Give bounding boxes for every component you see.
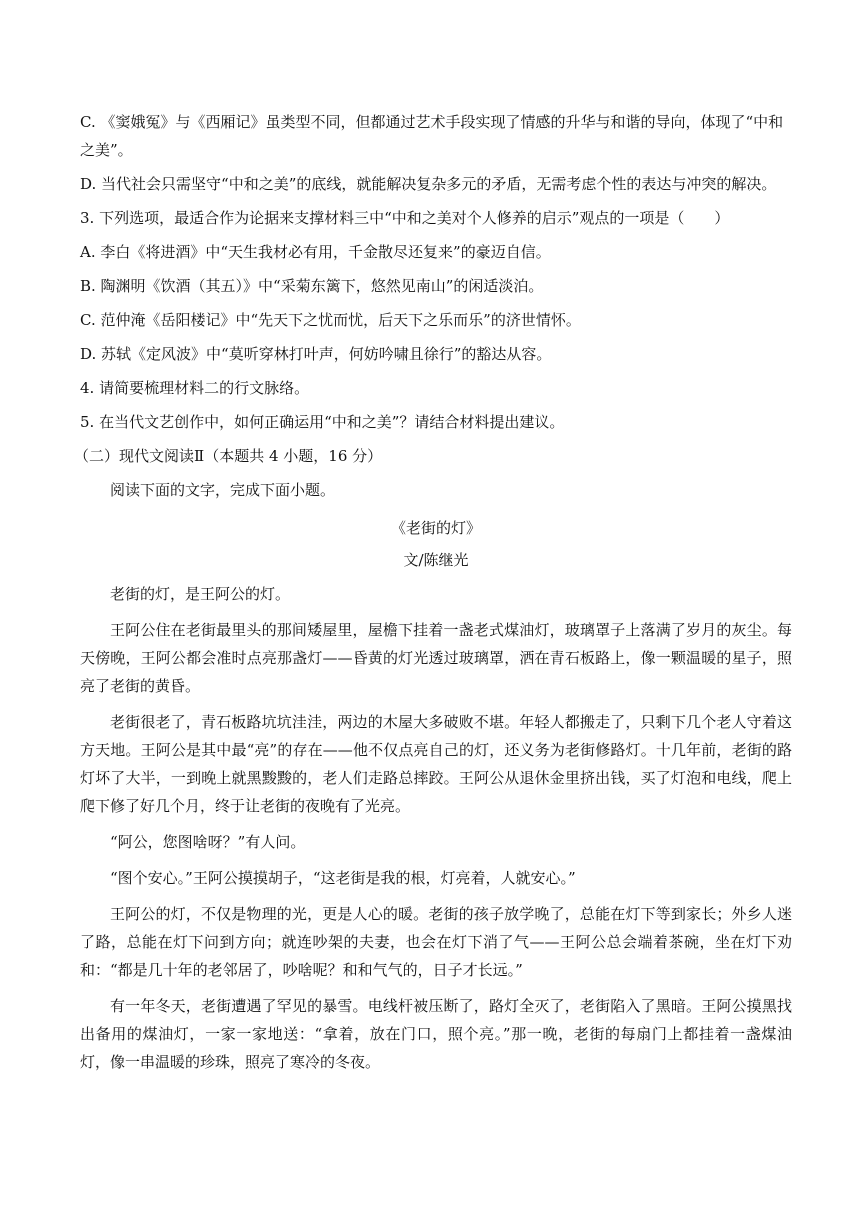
article-paragraph-3: 老街很老了，青石板路坑坑洼洼，两边的木屋大多破败不堪。年轻人都搬走了，只剩下几个老人守着这方天地。王阿公是其中最“亮”的存在——他不仅点亮自己的灯，还义务为老街修路灯。十几年前，老街的路灯坏了大半，一到晚上就黑黢黢的，老人们走路总摔跤。王阿公从退休金里挤出钱，买了灯泡和电线，爬上爬下修了好几个月，终于让老街的夜晚有了光亮。 bbox=[80, 713, 792, 815]
question-5: 5. 在当代文艺创作中，如何正确运用“中和之美”？请结合材料提出建议。 bbox=[80, 413, 565, 431]
article-paragraph-7: 有一年冬天，老街遭遇了罕见的暴雪。电线杆被压断了，路灯全灭了，老街陷入了黑暗。王阿公摸黑找出备用的煤油灯，一家一家地送：“拿着，放在门口，照个亮。”那一晚，老街的每扇门上都挂着一盏煤油灯，像一串温暖的珍珠，照亮了寒冷的冬夜。 bbox=[80, 997, 792, 1071]
article-paragraph-5: “图个安心。”王阿公摸摸胡子，“这老街是我的根，灯亮着，人就安心。” bbox=[110, 869, 576, 887]
question-3-option-b: B. 陶渊明《饮酒（其五）》中“采菊东篱下，悠然见南山”的闲适淡泊。 bbox=[80, 277, 544, 295]
question-3-option-a: A. 李白《将进酒》中“天生我材必有用，千金散尽还复来”的豪迈自信。 bbox=[80, 243, 551, 261]
article-paragraph-2: 王阿公住在老街最里头的那间矮屋里，屋檐下挂着一盏老式煤油灯，玻璃罩子上落满了岁月的灰尘。每天傍晚，王阿公都会准时点亮那盏灯——昏黄的灯光透过玻璃罩，洒在青石板路上，像一颗温暖的星子，照亮了老街的黄昏。 bbox=[80, 621, 792, 695]
option-c-q2: C. 《窦娥冤》与《西厢记》虽类型不同，但都通过艺术手段实现了情感的升华与和谐的导向，体现了“中和之美”。 bbox=[80, 113, 784, 159]
section-heading: （二）现代文阅读Ⅱ（本题共 4 小题，16 分） bbox=[74, 447, 383, 465]
article-paragraph-1: 老街的灯，是王阿公的灯。 bbox=[110, 585, 291, 603]
question-3-stem: 3. 下列选项，最适合作为论据来支撑材料三中“中和之美对个人修养的启示”观点的一项是（ ） bbox=[80, 209, 730, 227]
question-3-option-c: C. 范仲淹《岳阳楼记》中“先天下之忧而忧，后天下之乐而乐”的济世情怀。 bbox=[80, 311, 581, 329]
option-d-q2: D. 当代社会只需坚守“中和之美”的底线，就能解决复杂多元的矛盾，无需考虑个性的表达与冲突的解决。 bbox=[80, 175, 777, 193]
article-title: 《老街的灯》 bbox=[390, 519, 481, 537]
reading-instruction: 阅读下面的文字，完成下面小题。 bbox=[110, 481, 336, 499]
article-author: 文/陈继光 bbox=[403, 551, 469, 569]
article-paragraph-6: 王阿公的灯，不仅是物理的光，更是人心的暖。老街的孩子放学晚了，总能在灯下等到家长；外乡人迷了路，总能在灯下问到方向；就连吵架的夫妻，也会在灯下消了气——王阿公总会端着茶碗，坐在灯下劝和：“都是几十年的老邻居了，吵啥呢？和和气气的，日子才长远。” bbox=[80, 905, 792, 979]
question-4: 4. 请简要梳理材料二的行文脉络。 bbox=[80, 379, 310, 397]
article-paragraph-4: “阿公，您图啥呀？”有人问。 bbox=[110, 833, 306, 851]
document-page bbox=[74, 108, 792, 1084]
question-3-option-d: D. 苏轼《定风波》中“莫听穿林打叶声，何妨吟啸且徐行”的豁达从容。 bbox=[80, 345, 552, 363]
